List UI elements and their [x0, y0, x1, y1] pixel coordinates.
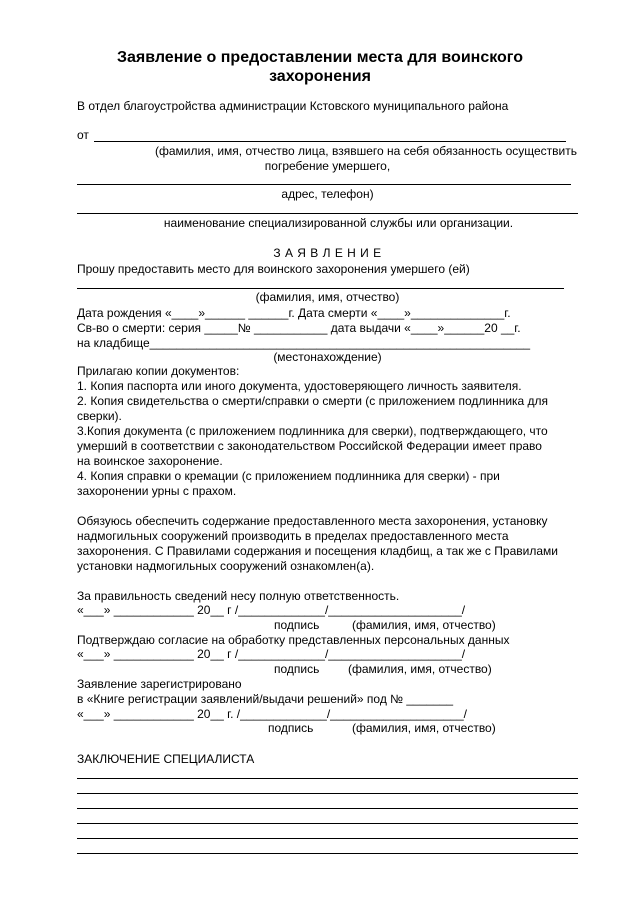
registered-statement: Заявление зарегистрировано [77, 677, 242, 691]
from-hint-1: (фамилия, имя, отчество лица, взявшего на себя обязанность осуществить [154, 144, 577, 158]
attachment-item-4-line-1: 4. Копия справки о кремации (с приложением подлинника для сверки) - при [77, 469, 500, 483]
registration-book-line[interactable]: в «Книге регистрации заявлений/выдачи решений» под № _______ [77, 692, 454, 706]
conclusion-line-5[interactable] [77, 838, 578, 839]
signature-line-2[interactable]: «___» ____________ 20__ г /_____________/____________________/ [77, 647, 466, 661]
location-hint: (местонахождение) [273, 350, 382, 364]
signature-hint-3: подпись [268, 721, 314, 735]
statement-heading: З А Я В Л Е Н И Е [273, 246, 382, 260]
conclusion-line-3[interactable] [77, 808, 578, 809]
attachments-heading: Прилагаю копии документов: [77, 364, 240, 378]
signature-line-1[interactable]: «___» ____________ 20__ г /_____________/____________________/ [77, 603, 466, 617]
attachment-item-2-line-1: 2. Копия свидетельства о смерти/справки о смерти (с приложением подлинника для [77, 394, 549, 408]
attachment-item-4-line-2: захоронении урны с прахом. [77, 484, 237, 498]
attachment-item-3-line-1: 3.Копия документа (с приложением подлинника для сверки), подтверждающего, что [77, 424, 548, 438]
certificate-line[interactable]: Св-во о смерти: серия _____№ ___________ дата выдачи «____»______20 __г. [77, 321, 521, 335]
conclusion-line-6[interactable] [77, 853, 578, 854]
obligation-line-4: установки надмогильных сооружений ознакомлен(а). [77, 559, 375, 573]
obligation-line-3: захоронения. С Правилами содержания и посещения кладбищ, а так же с Правилами [77, 544, 558, 558]
document-title-line-2: захоронения [269, 68, 371, 85]
from-line[interactable] [94, 141, 566, 142]
address-line[interactable] [77, 184, 571, 185]
name-hint-1: (фамилия, имя, отчество) [352, 618, 496, 632]
conclusion-line-2[interactable] [77, 793, 578, 794]
obligation-line-1: Обязуюсь обеспечить содержание предоставленного места захоронения, установку [77, 514, 548, 528]
deceased-name-hint: (фамилия, имя, отчество) [255, 290, 400, 304]
addressee: В отдел благоустройства администрации Кстовского муниципального района [77, 99, 509, 113]
attachment-item-1: 1. Копия паспорта или иного документа, удостоверяющего личность заявителя. [77, 379, 522, 393]
organization-line[interactable] [77, 213, 578, 214]
signature-hint-2: подпись [274, 662, 320, 676]
organization-hint: наименование специализированной службы или организации. [163, 216, 514, 230]
dates-line[interactable]: Дата рождения «____»______ ______г. Дата смерти «____»______________г. [77, 306, 511, 320]
accuracy-statement: За правильность сведений несу полную ответственность. [77, 589, 400, 603]
signature-line-3[interactable]: «___» ____________ 20__ г. /_____________/____________________/ [77, 707, 467, 721]
signature-hint-1: подпись [274, 618, 320, 632]
from-hint-2: погребение умершего, [264, 159, 391, 173]
attachment-item-3-line-2: умерший в соответствии с законодательством Российской Федерации имеет право [77, 439, 542, 453]
conclusion-line-1[interactable] [77, 778, 578, 779]
obligation-line-2: надмогильных сооружений производить в пределах предоставленного места [77, 529, 509, 543]
address-hint: адрес, телефон) [281, 187, 374, 201]
consent-statement: Подтверждаю согласие на обработку представленных персональных данных [77, 633, 510, 647]
conclusion-line-4[interactable] [77, 823, 578, 824]
attachment-item-2-line-2: сверки). [77, 409, 122, 423]
attachment-item-3-line-3: на воинское захоронение. [77, 454, 223, 468]
cemetery-line[interactable]: на кладбище_________________________________________________________ [77, 336, 531, 350]
document-title-line-1: Заявление о предоставлении места для воинского [116, 49, 524, 66]
name-hint-3: (фамилия, имя, отчество) [352, 721, 496, 735]
request-text: Прошу предоставить место для воинского захоронения умершего (ей) [77, 262, 470, 276]
deceased-name-line[interactable] [77, 288, 564, 289]
conclusion-heading: ЗАКЛЮЧЕНИЕ СПЕЦИАЛИСТА [77, 752, 255, 766]
from-label: от [77, 128, 89, 142]
name-hint-2: (фамилия, имя, отчество) [348, 662, 492, 676]
